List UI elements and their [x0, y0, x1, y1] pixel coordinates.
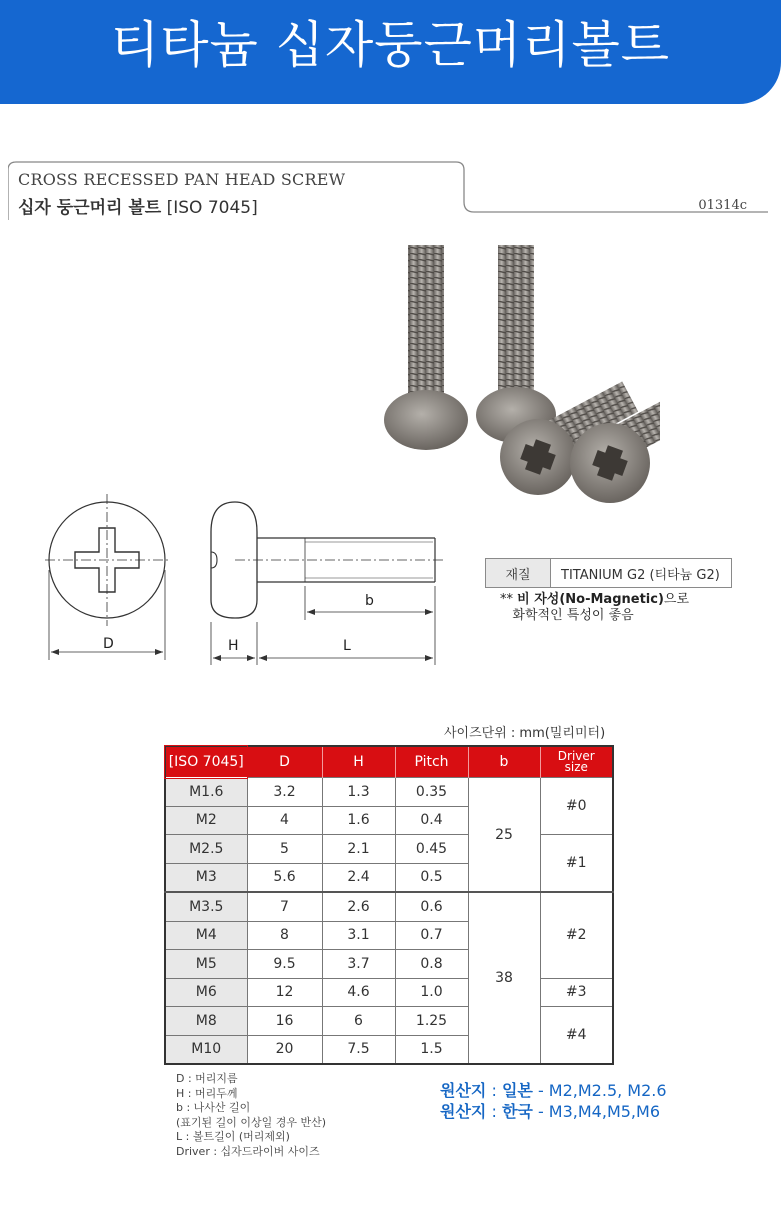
header-driver-1: Driver: [557, 749, 595, 763]
cell-h: 2.6: [322, 892, 395, 921]
cell-pitch: 1.25: [395, 1007, 468, 1036]
cell-h: 1.6: [322, 806, 395, 835]
note-bold: 비 자성(No-Magnetic): [517, 592, 664, 607]
cell-b: 38: [468, 892, 540, 1064]
note-line2: 화학적인 특성이 좋음: [512, 608, 634, 623]
cell-h: 2.1: [322, 835, 395, 864]
cell-pitch: 0.7: [395, 921, 468, 950]
cell-pitch: 0.4: [395, 806, 468, 835]
legend-item: L : 볼트길이 (머리제외): [176, 1130, 290, 1143]
product-photo: [370, 235, 660, 510]
legend-item: (표기된 길이 이상일 경우 반산): [176, 1115, 327, 1129]
cell-pitch: 0.6: [395, 892, 468, 921]
cell-size: M1.6: [165, 778, 247, 807]
origin-sizes: - M3,M4,M5,M6: [532, 1102, 660, 1121]
cell-h: 4.6: [322, 978, 395, 1007]
product-code: 01314c: [698, 198, 747, 213]
cell-h: 3.7: [322, 950, 395, 979]
legend-item: Driver : 십자드라이버 사이즈: [176, 1144, 320, 1158]
header-h: H: [322, 746, 395, 778]
unit-note: 사이즈단위 : mm(밀리미터): [444, 726, 606, 741]
header-standard: [ISO 7045]: [165, 746, 247, 778]
cell-h: 7.5: [322, 1035, 395, 1064]
legend-item: D : 머리지름: [176, 1072, 238, 1085]
label-h: H: [228, 638, 239, 654]
header-driver: [540, 746, 613, 778]
origin-sep: :: [486, 1102, 502, 1121]
cell-pitch: 0.35: [395, 778, 468, 807]
table-row: [165, 835, 613, 864]
cell-size: M4: [165, 921, 247, 950]
cell-h: 1.3: [322, 778, 395, 807]
cell-d: 5: [247, 835, 322, 864]
origin-sizes: - M2,M2.5, M2.6: [532, 1081, 667, 1100]
cell-b: 25: [468, 778, 540, 893]
cell-pitch: 1.0: [395, 978, 468, 1007]
note-prefix: **: [500, 592, 518, 607]
cell-driver: #1: [540, 835, 613, 893]
cell-h: 2.4: [322, 863, 395, 892]
cell-pitch: 0.45: [395, 835, 468, 864]
origin-label: 원산지: [440, 1081, 487, 1100]
cell-pitch: 0.8: [395, 950, 468, 979]
cell-size: M3.5: [165, 892, 247, 921]
origin-country: 일본: [501, 1081, 533, 1100]
legend: [176, 1072, 326, 1159]
cell-d: 3.2: [247, 778, 322, 807]
section-title-ko-text: 십자 둥근머리 볼트: [18, 198, 162, 218]
title-banner: [0, 0, 781, 104]
header-b: b: [468, 746, 540, 778]
cell-d: 16: [247, 1007, 322, 1036]
section-title-en: CROSS RECESSED PAN HEAD SCREW: [18, 170, 346, 189]
spec-header-row: [165, 746, 613, 778]
origin-sep: :: [486, 1081, 502, 1100]
note-suffix: 으로: [663, 592, 690, 607]
legend-item: b : 나사산 길이: [176, 1101, 251, 1114]
material-value: TITANIUM G2 (티타늄 G2): [551, 559, 732, 588]
material-label: 재질: [486, 559, 551, 588]
cell-h: 3.1: [322, 921, 395, 950]
cell-size: M2.5: [165, 835, 247, 864]
table-row: [165, 1007, 613, 1036]
origin-line: [440, 1080, 667, 1101]
cell-d: 9.5: [247, 950, 322, 979]
cell-d: 12: [247, 978, 322, 1007]
origin-info: [440, 1080, 667, 1122]
spec-table: [164, 745, 614, 1065]
cell-d: 7: [247, 892, 322, 921]
cell-d: 4: [247, 806, 322, 835]
cell-driver: #4: [540, 1007, 613, 1065]
origin-country: 한국: [501, 1102, 533, 1121]
cell-driver: #0: [540, 778, 613, 835]
cell-h: 6: [322, 1007, 395, 1036]
label-l: L: [343, 638, 351, 654]
material-note: [500, 592, 689, 624]
label-d: D: [103, 636, 114, 652]
label-b: b: [365, 593, 374, 609]
cell-size: M2: [165, 806, 247, 835]
cell-size: M3: [165, 863, 247, 892]
cell-size: M6: [165, 978, 247, 1007]
cell-pitch: 0.5: [395, 863, 468, 892]
table-row: [165, 978, 613, 1007]
table-row: [165, 892, 613, 921]
cell-pitch: 1.5: [395, 1035, 468, 1064]
section-standard: [ISO 7045]: [166, 198, 258, 218]
header-pitch: Pitch: [395, 746, 468, 778]
cell-d: 5.6: [247, 863, 322, 892]
cell-size: M8: [165, 1007, 247, 1036]
cell-d: 8: [247, 921, 322, 950]
origin-label: 원산지: [440, 1102, 487, 1121]
cell-size: M5: [165, 950, 247, 979]
cell-driver: #2: [540, 892, 613, 978]
section-title-ko: [18, 193, 258, 218]
legend-item: H : 머리두께: [176, 1086, 238, 1100]
origin-line: [440, 1101, 667, 1122]
cell-d: 20: [247, 1035, 322, 1064]
cell-driver: #3: [540, 978, 613, 1007]
technical-drawing: [35, 490, 455, 670]
cell-size: M10: [165, 1035, 247, 1064]
header-driver-2: size: [564, 760, 588, 774]
page-title: 티타늄 십자둥근머리볼트: [110, 16, 671, 74]
material-table: [485, 558, 732, 588]
header-d: D: [247, 746, 322, 778]
table-row: [165, 778, 613, 807]
